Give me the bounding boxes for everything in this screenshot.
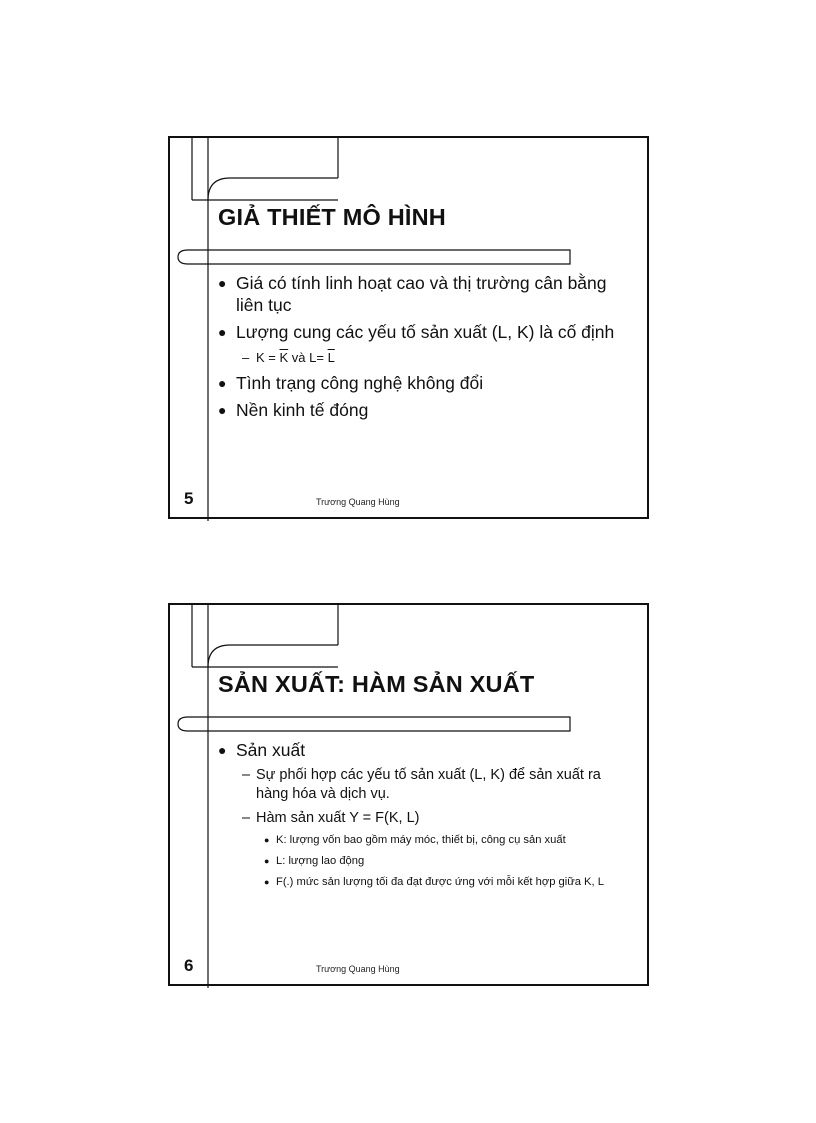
- bullet-item: [218, 399, 628, 421]
- bullet-text: Giá có tính linh hoạt cao và thị trường cân bằng liên tục: [236, 273, 607, 315]
- bullet-text: Nền kinh tế đóng: [236, 400, 369, 420]
- dash-icon: –: [242, 767, 251, 783]
- bullet-icon: ●: [218, 275, 227, 291]
- formula-prefix: K =: [256, 350, 280, 365]
- bullet-icon: ●: [218, 324, 227, 340]
- sub-sub-bullet-item: [218, 875, 628, 890]
- bullet-text: Lượng cung các yếu tố sản xuất (L, K) là cố định: [236, 322, 615, 342]
- sub-sub-bullet-text: K: lượng vốn bao gồm máy móc, thiết bị, công cụ sản xuất: [276, 834, 566, 846]
- sub-bullet-item: [218, 809, 628, 828]
- bullet-icon: ●: [264, 856, 270, 866]
- slide-title: SẢN XUẤT: HÀM SẢN XUẤT: [218, 671, 535, 697]
- sub-bullet-text: Sự phối hợp các yếu tố sản xuất (L, K) để sản xuất ra hàng hóa và dịch vụ.: [256, 767, 601, 802]
- sub-bullet-item: [218, 766, 628, 804]
- bullet-item: [218, 272, 628, 316]
- slide-6: [168, 603, 649, 986]
- bullet-text: Tình trạng công nghệ không đổi: [236, 373, 484, 393]
- slide-5: [168, 136, 649, 519]
- sub-sub-bullet-item: [218, 833, 628, 848]
- l-bar-symbol: $\overline{L}$: [327, 350, 335, 365]
- sub-bullet-text: Hàm sản xuất Y = F(K, L): [256, 810, 420, 826]
- bullet-icon: ●: [218, 375, 227, 391]
- slide-author: Trương Quang Hùng: [316, 964, 400, 974]
- bullet-item: [218, 321, 628, 343]
- bullet-icon: ●: [218, 742, 227, 758]
- slide-number: 6: [184, 956, 194, 975]
- sub-sub-bullet-item: [218, 854, 628, 869]
- slide-number: 5: [184, 489, 194, 508]
- sub-sub-bullet-text: L: lượng lao động: [276, 855, 365, 867]
- k-bar-symbol: $\overline{K}$: [279, 350, 289, 365]
- slide-title: GIẢ THIẾT MÔ HÌNH: [218, 204, 446, 230]
- dash-icon: –: [242, 810, 251, 826]
- bullet-item: [218, 739, 628, 761]
- sub-sub-bullet-text: F(.) mức sản lượng tối đa đạt được ứng với mỗi kết hợp giữa K, L: [276, 876, 604, 888]
- slide-author: Trương Quang Hùng: [316, 497, 400, 507]
- bullet-icon: ●: [218, 402, 227, 418]
- slide-body: [218, 739, 628, 896]
- formula-middle: và L=: [291, 350, 328, 365]
- slide-body: [218, 272, 628, 426]
- bullet-icon: ●: [264, 835, 270, 845]
- sub-bullet-item: [218, 348, 628, 367]
- dash-icon: –: [242, 350, 250, 365]
- bullet-icon: ●: [264, 877, 270, 887]
- bullet-item: [218, 372, 628, 394]
- bullet-text: Sản xuất: [236, 740, 306, 760]
